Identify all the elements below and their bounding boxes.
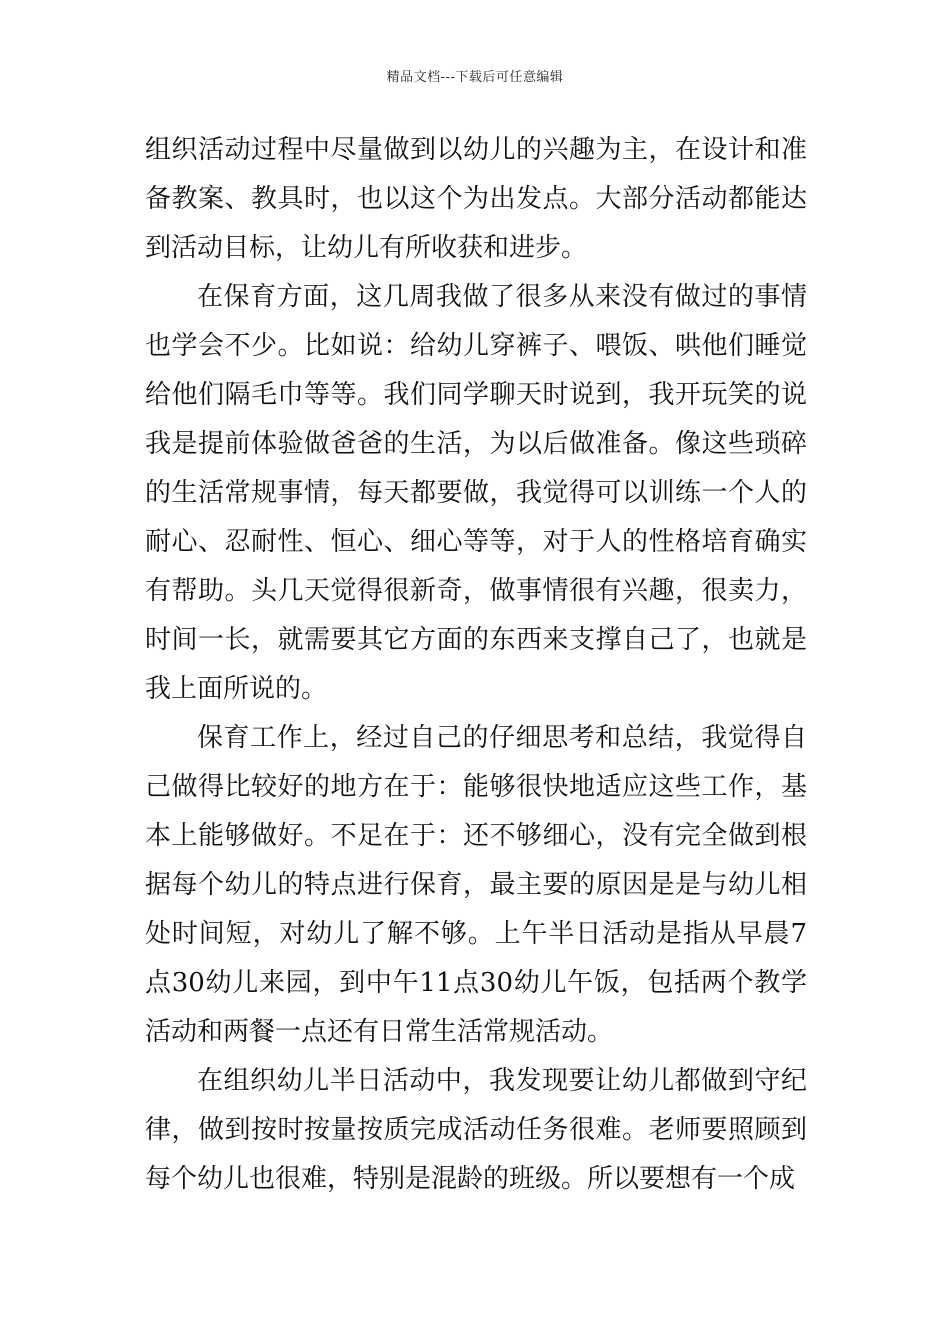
paragraph-4: 在组织幼儿半日活动中，我发现要让幼儿都做到守纪律，做到按时按量按质完成活动任务很难。老师要照顾到每个幼儿也很难，特别是混龄的班级。所以要想有一个成 [145,1066,807,1194]
document-body [145,126,807,1204]
paragraph-1: 组织活动过程中尽量做到以幼儿的兴趣为主，在设计和准备教案、教具时，也以这个为出发点。大部分活动都能达到活动目标，让幼儿有所收获和进步。 [145,135,807,263]
page-header: 精品文档---下载后可任意编辑 [386,70,564,85]
paragraph-3: 保育工作上，经过自己的仔细思考和总结，我觉得自己做得比较好的地方在于：能够很快地适应这些工作，基本上能够做好。不足在于：还不够细心，没有完全做到根据每个幼儿的特点进行保育，最主要的原因是是与幼儿相处时间短，对幼儿了解不够。上午半日活动是指从早晨7点30幼儿来园，到中午11点30幼儿午饭，包括两个教学活动和两餐一点还有日常生活常规活动。 [145,723,807,1047]
paragraph-2: 在保育方面，这几周我做了很多从来没有做过的事情也学会不少。比如说：给幼儿穿裤子、喂饭、哄他们睡觉给他们隔毛巾等等。我们同学聊天时说到，我开玩笑的说我是提前体验做爸爸的生活，为以后做准备。像这些琐碎的生活常规事情，每天都要做，我觉得可以训练一个人的耐心、忍耐性、恒心、细心等等，对于人的性格培育确实有帮助。头几天觉得很新奇，做事情很有兴趣，很卖力，时间一长，就需要其它方面的东西来支撑自己了，也就是我上面所说的。 [145,282,807,704]
